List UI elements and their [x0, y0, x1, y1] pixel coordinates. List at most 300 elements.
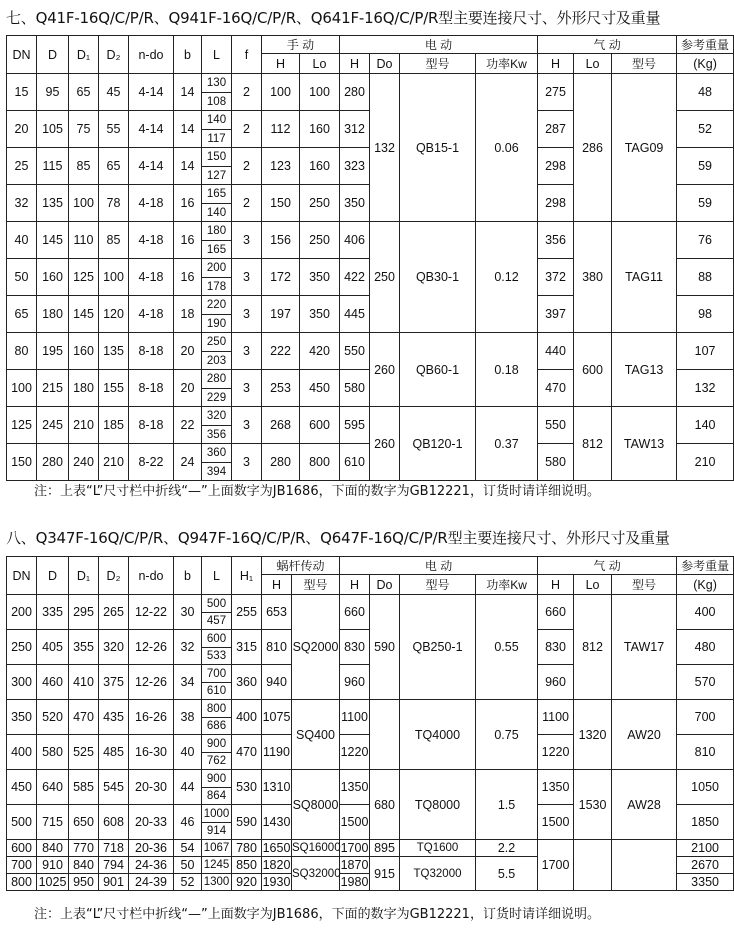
- cell-pneumatic-lo: 286: [574, 74, 612, 222]
- cell-electric-h: 595: [340, 407, 370, 444]
- cell-dn: 250: [7, 630, 37, 665]
- cell-weight: 76: [677, 222, 734, 259]
- cell-electric-model: QB30-1: [400, 222, 476, 333]
- col-electric-h: H: [340, 575, 370, 595]
- cell-d: 910: [37, 857, 69, 874]
- cell-d2: 794: [99, 857, 129, 874]
- col-ndo: n-do: [129, 36, 174, 74]
- cell-worm-h: 1650: [262, 841, 291, 855]
- cell-l-jb: 600: [202, 630, 232, 648]
- cell-d: 160: [37, 259, 69, 296]
- cell-h1: 850: [232, 857, 262, 874]
- cell-d2: 45: [99, 74, 129, 111]
- cell-electric-h: 280: [340, 74, 370, 111]
- cell-pneumatic-model: TAW13: [612, 407, 677, 481]
- cell-b: 16: [174, 222, 202, 259]
- cell-d2: 901: [99, 874, 129, 891]
- cell-pneumatic-h: 298: [538, 185, 574, 222]
- cell-d2: 485: [99, 735, 129, 770]
- col-pneumatic-h: H: [538, 575, 574, 595]
- cell-d2: 65: [99, 148, 129, 185]
- cell-ndo: 4-14: [129, 111, 174, 148]
- cell-dn: 65: [7, 296, 37, 333]
- cell-l-jb: 200: [202, 259, 232, 278]
- cell-electric-model: QB120-1: [400, 407, 476, 481]
- col-electric-do: Do: [370, 54, 400, 74]
- cell-electric-power: 0.18: [476, 333, 538, 407]
- cell-d2: 120: [99, 296, 129, 333]
- cell-d1: 650: [69, 805, 99, 840]
- cell-weight: 132: [677, 370, 734, 407]
- table-row: [7, 700, 734, 718]
- cell-manual-lo: 420: [300, 333, 340, 370]
- cell-d2: 375: [99, 665, 129, 700]
- cell-b: 34: [174, 665, 202, 700]
- cell-l-gb: 140: [202, 204, 232, 222]
- cell-ndo: 24-39: [129, 874, 174, 891]
- cell-b: 18: [174, 296, 202, 333]
- cell-h1: 400: [232, 700, 262, 735]
- cell-d: 1025: [37, 874, 69, 891]
- cell-electric-power: 0.75: [476, 700, 538, 770]
- cell-l-jb: 900: [202, 735, 232, 753]
- cell-weight: 59: [677, 185, 734, 222]
- cell-electric-power: 0.06: [476, 74, 538, 222]
- cell-manual-h: 268: [262, 407, 300, 444]
- cell-pneumatic-h: 1500: [538, 805, 574, 840]
- cell-electric-do: 250: [370, 222, 400, 333]
- cell-dn: 800: [7, 874, 37, 891]
- cell-d1: 770: [69, 840, 99, 857]
- cell-pneumatic-model: TAW17: [612, 595, 677, 700]
- col-ndo: n-do: [129, 557, 174, 595]
- cell-b: 20: [174, 333, 202, 370]
- cell-ndo: 8-18: [129, 370, 174, 407]
- cell-f: 2: [232, 111, 262, 148]
- cell-ndo: 8-18: [129, 407, 174, 444]
- table-q41f: [6, 35, 734, 481]
- cell-manual-h: 253: [262, 370, 300, 407]
- cell-weight: 210: [677, 444, 734, 481]
- cell-dn: 80: [7, 333, 37, 370]
- cell-l-jb: 140: [202, 111, 232, 130]
- cell-worm-h: 940: [262, 665, 292, 700]
- cell-manual-h: 172: [262, 259, 300, 296]
- cell-d1: 410: [69, 665, 99, 700]
- cell-pneumatic-lo: 812: [574, 407, 612, 481]
- col-pneumatic-lo: Lo: [574, 575, 612, 595]
- cell-d: 715: [37, 805, 69, 840]
- cell-d: 115: [37, 148, 69, 185]
- cell-l: 1067: [202, 840, 232, 857]
- cell-l-jb: 130: [202, 74, 232, 93]
- cell-electric-power: 0.12: [476, 222, 538, 333]
- cell-l-jb: 320: [202, 407, 232, 426]
- cell-manual-h: 222: [262, 333, 300, 370]
- cell-pneumatic-h: 470: [538, 370, 574, 407]
- cell-ndo: 4-14: [129, 148, 174, 185]
- cell-electric-h: 580: [340, 370, 370, 407]
- cell-manual-h: 156: [262, 222, 300, 259]
- cell-l-gb: 394: [202, 463, 232, 481]
- cell-manual-lo: 160: [300, 148, 340, 185]
- cell-weight: 52: [677, 111, 734, 148]
- cell-manual-lo: 800: [300, 444, 340, 481]
- cell-d: 245: [37, 407, 69, 444]
- cell-h1: 360: [232, 665, 262, 700]
- col-h1: H₁: [232, 557, 262, 595]
- cell-d1: 65: [69, 74, 99, 111]
- table-row: [7, 74, 734, 93]
- cell-d2: 155: [99, 370, 129, 407]
- cell-pneumatic-lo: 812: [574, 595, 612, 700]
- cell-l-gb: 864: [202, 788, 232, 805]
- cell-dn: 600: [7, 840, 37, 857]
- cell-pneumatic-h: 287: [538, 111, 574, 148]
- col-l: L: [202, 36, 232, 74]
- cell-d: 135: [37, 185, 69, 222]
- col-pneumatic-h: H: [538, 54, 574, 74]
- cell-worm-model: SQ2000: [292, 595, 340, 700]
- cell-b: 14: [174, 148, 202, 185]
- cell-worm-h: 1190: [262, 735, 292, 770]
- cell-d2: 85: [99, 222, 129, 259]
- cell-manual-lo: 250: [300, 222, 340, 259]
- cell-d1: 295: [69, 595, 99, 630]
- cell-manual-h: 112: [262, 111, 300, 148]
- cell-electric-h: 550: [340, 333, 370, 370]
- cell-electric-h: 406: [340, 222, 370, 259]
- cell-d1: 240: [69, 444, 99, 481]
- cell-l-gb: 686: [202, 718, 232, 735]
- cell-pneumatic-h: 580: [538, 444, 574, 481]
- cell-d1: 145: [69, 296, 99, 333]
- cell-pneumatic-h: 1350: [538, 770, 574, 805]
- cell-ndo: 8-18: [129, 333, 174, 370]
- cell-worm-h: 810: [262, 630, 292, 665]
- cell-l: 1300: [202, 874, 232, 891]
- group-electric: 电 动: [340, 557, 538, 575]
- cell-dn: 20: [7, 111, 37, 148]
- cell-l-jb: 800: [202, 700, 232, 718]
- cell-f: 2: [232, 185, 262, 222]
- cell-b: 30: [174, 595, 202, 630]
- col-dn: DN: [7, 557, 37, 595]
- cell-d1: 75: [69, 111, 99, 148]
- col-d: D: [37, 557, 69, 595]
- cell-d2: 320: [99, 630, 129, 665]
- col-pneumatic-model: 型号: [612, 575, 677, 595]
- cell-manual-h: 150: [262, 185, 300, 222]
- cell-d2: 135: [99, 333, 129, 370]
- cell-dn: 25: [7, 148, 37, 185]
- cell-electric-power: 1.5: [476, 770, 538, 840]
- cell-d: 335: [37, 595, 69, 630]
- col-dn: DN: [7, 36, 37, 74]
- cell-pneumatic-lo: 1530: [574, 770, 612, 840]
- cell-manual-lo: 100: [300, 74, 340, 111]
- cell-ndo: 20-33: [129, 805, 174, 840]
- cell-worm-h: 1430: [262, 805, 292, 840]
- cell-weight: 700: [677, 700, 734, 735]
- cell-f: 2: [232, 74, 262, 111]
- cell-electric-do: 895: [370, 840, 400, 857]
- cell-electric-model: QB60-1: [400, 333, 476, 407]
- cell-d1: 585: [69, 770, 99, 805]
- cell-dn: 15: [7, 74, 37, 111]
- cell-electric-h: 1220: [340, 735, 370, 770]
- cell-weight: 98: [677, 296, 734, 333]
- cell-electric-h: 1700: [340, 841, 369, 855]
- cell-worm-model: SQ400: [292, 700, 340, 770]
- cell-pneumatic-h: 960: [538, 665, 574, 700]
- cell-dn: 32: [7, 185, 37, 222]
- cell-weight: 810: [677, 735, 734, 770]
- cell-b: 16: [174, 259, 202, 296]
- cell-h1: 920: [232, 874, 262, 891]
- col-weight-unit: (Kg): [677, 54, 734, 74]
- col-electric-h: H: [340, 54, 370, 74]
- cell-b: 54: [174, 840, 202, 857]
- cell-d2: 435: [99, 700, 129, 735]
- cell-manual-lo: 450: [300, 370, 340, 407]
- cell-l-jb: 1000: [202, 805, 232, 823]
- cell-worm-h: 1820: [262, 858, 291, 872]
- cell-dn: 50: [7, 259, 37, 296]
- cell-electric-do: 680: [370, 770, 400, 840]
- cell-ndo: 8-22: [129, 444, 174, 481]
- cell-l-gb: 457: [202, 613, 232, 630]
- section7-note: 注：上表“L”尺寸栏中折线“—”上面数字为JB1686，下面的数字为GB12221，订货时请详细说明。: [34, 484, 600, 499]
- cell-pneumatic-model: AW28: [612, 770, 677, 840]
- cell-d: 95: [37, 74, 69, 111]
- cell-ndo: 16-26: [129, 700, 174, 735]
- cell-pneumatic-h: 1220: [538, 735, 574, 770]
- cell-electric-do: 132: [370, 74, 400, 222]
- cell-dn: 350: [7, 700, 37, 735]
- cell-dn: 500: [7, 805, 37, 840]
- cell-d1: 180: [69, 370, 99, 407]
- col-electric-do: Do: [370, 575, 400, 595]
- col-electric-power: 功率Kw: [476, 575, 538, 595]
- cell-electric-do: 260: [370, 407, 400, 481]
- cell-weight: 3350: [677, 874, 734, 891]
- cell-pneumatic-h: 440: [538, 333, 574, 370]
- table-row: [7, 407, 734, 426]
- cell-b: 24: [174, 444, 202, 481]
- cell-d1: 110: [69, 222, 99, 259]
- cell-d2: 100: [99, 259, 129, 296]
- col-manual-h: H: [262, 54, 300, 74]
- cell-b: 16: [174, 185, 202, 222]
- col-d1: D₁: [69, 36, 99, 74]
- cell-d: 145: [37, 222, 69, 259]
- cell-electric-power: 0.37: [476, 407, 538, 481]
- cell-d2: 608: [99, 805, 129, 840]
- cell-b: 44: [174, 770, 202, 805]
- cell-manual-h: 123: [262, 148, 300, 185]
- col-b: b: [174, 557, 202, 595]
- cell-h1: 470: [232, 735, 262, 770]
- cell-manual-lo: 160: [300, 111, 340, 148]
- cell-h1: 780: [232, 840, 262, 857]
- group-pneumatic: 气 动: [538, 36, 677, 54]
- col-d2: D₂: [99, 36, 129, 74]
- cell-pneumatic-model: [612, 840, 677, 891]
- table-row: [7, 333, 734, 352]
- cell-l-jb: 165: [202, 185, 232, 204]
- cell-b: 46: [174, 805, 202, 840]
- group-worm: 蜗杆传动: [262, 557, 340, 575]
- cell-electric-h: 1500: [340, 805, 370, 840]
- cell-dn: 125: [7, 407, 37, 444]
- cell-pneumatic-model: TAG13: [612, 333, 677, 407]
- cell-electric-h: 1100: [340, 700, 370, 735]
- cell-weight: 140: [677, 407, 734, 444]
- col-pneumatic-lo: Lo: [574, 54, 612, 74]
- cell-pneumatic-h: 1700: [538, 840, 574, 891]
- cell-d2: 545: [99, 770, 129, 805]
- cell-weight: 2670: [677, 857, 734, 874]
- cell-electric-h: 1980: [340, 875, 369, 889]
- cell-f: 3: [232, 370, 262, 407]
- cell-worm-model: SQ32000: [292, 857, 340, 891]
- cell-worm-h: 1930: [262, 875, 291, 889]
- cell-weight: 48: [677, 74, 734, 111]
- cell-d: 640: [37, 770, 69, 805]
- table-row: [7, 222, 734, 241]
- cell-electric-h: 610: [340, 444, 370, 481]
- cell-electric-h: 323: [340, 148, 370, 185]
- cell-d2: 55: [99, 111, 129, 148]
- cell-dn: 400: [7, 735, 37, 770]
- cell-d2: 265: [99, 595, 129, 630]
- cell-ndo: 16-30: [129, 735, 174, 770]
- cell-b: 50: [174, 857, 202, 874]
- cell-weight: 400: [677, 595, 734, 630]
- col-electric-model: 型号: [400, 575, 476, 595]
- cell-l-gb: 203: [202, 352, 232, 370]
- cell-l-jb: 150: [202, 148, 232, 167]
- cell-l-jb: 900: [202, 770, 232, 788]
- cell-ndo: 12-26: [129, 630, 174, 665]
- cell-electric-model: TQ4000: [400, 700, 476, 770]
- cell-l-jb: 280: [202, 370, 232, 389]
- cell-l-jb: 180: [202, 222, 232, 241]
- cell-weight: 1850: [677, 805, 734, 840]
- cell-ndo: 4-14: [129, 74, 174, 111]
- cell-dn: 100: [7, 370, 37, 407]
- cell-f: 3: [232, 407, 262, 444]
- cell-d: 195: [37, 333, 69, 370]
- cell-l-jb: 250: [202, 333, 232, 352]
- section7-title: 七、Q41F-16Q/C/P/R、Q941F-16Q/C/P/R、Q641F-16Q/C/P/R型主要连接尺寸、外形尺寸及重量: [6, 9, 661, 27]
- cell-worm-model: SQ8000: [292, 770, 340, 840]
- cell-electric-do: 590: [370, 595, 400, 700]
- cell-d1: 470: [69, 700, 99, 735]
- cell-worm-model: SQ16000: [292, 840, 340, 857]
- cell-d: 840: [37, 840, 69, 857]
- cell-pneumatic-h: 298: [538, 148, 574, 185]
- cell-ndo: 4-18: [129, 259, 174, 296]
- cell-pneumatic-h: 372: [538, 259, 574, 296]
- cell-weight: 570: [677, 665, 734, 700]
- cell-l-jb: 360: [202, 444, 232, 463]
- col-l: L: [202, 557, 232, 595]
- cell-electric-h: 422: [340, 259, 370, 296]
- cell-f: 3: [232, 333, 262, 370]
- cell-pneumatic-h: 397: [538, 296, 574, 333]
- cell-l-gb: 356: [202, 426, 232, 444]
- cell-d1: 85: [69, 148, 99, 185]
- cell-electric-h: 350: [340, 185, 370, 222]
- col-b: b: [174, 36, 202, 74]
- cell-ndo: 20-30: [129, 770, 174, 805]
- cell-d: 180: [37, 296, 69, 333]
- cell-d1: 160: [69, 333, 99, 370]
- cell-weight: 2100: [677, 840, 734, 857]
- cell-b: 52: [174, 874, 202, 891]
- cell-dn: 40: [7, 222, 37, 259]
- cell-weight: 480: [677, 630, 734, 665]
- col-worm-model: 型号: [292, 575, 340, 595]
- col-electric-model: 型号: [400, 54, 476, 74]
- col-pneumatic-model: 型号: [612, 54, 677, 74]
- cell-f: 2: [232, 148, 262, 185]
- section8-title: 八、Q347F-16Q/C/P/R、Q947F-16Q/C/P/R、Q647F-16Q/C/P/R型主要连接尺寸、外形尺寸及重量: [6, 529, 670, 547]
- cell-l-gb: 610: [202, 683, 232, 700]
- cell-l-gb: 127: [202, 167, 232, 185]
- cell-manual-lo: 350: [300, 259, 340, 296]
- cell-h1: 530: [232, 770, 262, 805]
- cell-l: 1245: [202, 857, 232, 874]
- group-manual: 手 动: [262, 36, 340, 54]
- cell-electric-h: 312: [340, 111, 370, 148]
- cell-d: 215: [37, 370, 69, 407]
- cell-l-gb: 762: [202, 753, 232, 770]
- cell-l-jb: 700: [202, 665, 232, 683]
- table-row: [7, 770, 734, 788]
- cell-l-jb: 500: [202, 595, 232, 613]
- cell-d1: 210: [69, 407, 99, 444]
- cell-weight: 59: [677, 148, 734, 185]
- cell-l-gb: 117: [202, 130, 232, 148]
- group-electric: 电 动: [340, 36, 538, 54]
- cell-f: 3: [232, 222, 262, 259]
- group-pneumatic: 气 动: [538, 557, 677, 575]
- cell-dn: 200: [7, 595, 37, 630]
- cell-electric-power: 5.5: [476, 857, 538, 891]
- cell-l-gb: 229: [202, 389, 232, 407]
- cell-electric-model: TQ32000: [400, 857, 476, 891]
- cell-ndo: 4-18: [129, 185, 174, 222]
- col-worm-h: H: [262, 575, 292, 595]
- col-weight: 参考重量: [677, 557, 734, 575]
- cell-pneumatic-h: 356: [538, 222, 574, 259]
- col-weight: 参考重量: [677, 36, 734, 54]
- cell-d: 580: [37, 735, 69, 770]
- cell-dn: 150: [7, 444, 37, 481]
- cell-l-jb: 220: [202, 296, 232, 315]
- cell-ndo: 4-18: [129, 296, 174, 333]
- cell-electric-power: 2.2: [476, 840, 538, 857]
- cell-f: 3: [232, 444, 262, 481]
- cell-electric-h: 1870: [340, 858, 369, 872]
- cell-b: 32: [174, 630, 202, 665]
- cell-electric-model: TQ1600: [400, 840, 476, 857]
- table-row: [7, 840, 734, 857]
- cell-electric-h: 660: [340, 595, 370, 630]
